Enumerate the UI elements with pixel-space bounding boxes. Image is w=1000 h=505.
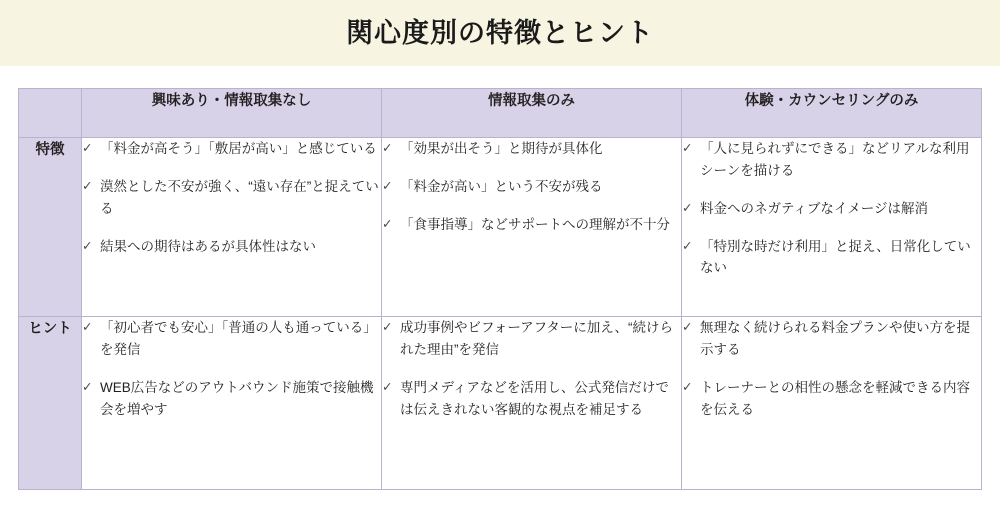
list-item-text: 「料金が高い」という不安が残る — [400, 178, 603, 194]
bullet-list — [382, 138, 681, 236]
list-item — [682, 236, 981, 280]
check-icon: ✓ — [82, 238, 93, 253]
list-item-text: 「食事指導」などサポートへの理解が不十分 — [400, 216, 670, 232]
check-icon: ✓ — [382, 178, 393, 193]
comparison-table — [18, 88, 982, 490]
list-item-text: 「料金が高そう」「敷居が高い」と感じている — [100, 141, 377, 156]
list-item — [682, 377, 981, 421]
list-item-text: 専門メディアなどを活用し、公式発信だけでは伝えきれない客観的な視点を補足する — [400, 379, 669, 417]
check-icon: ✓ — [682, 141, 693, 155]
cell-features-col1 — [82, 138, 382, 317]
check-icon: ✓ — [682, 200, 693, 215]
check-icon: ✓ — [382, 320, 393, 334]
list-item-text: 漠然とした不安が強く、“遠い存在”と捉えている — [100, 178, 379, 216]
check-icon: ✓ — [682, 238, 693, 253]
check-icon: ✓ — [382, 141, 393, 155]
list-item — [82, 317, 381, 361]
page-title: 関心度別の特徴とヒント — [346, 18, 654, 48]
check-icon: ✓ — [82, 379, 93, 394]
list-item-text: 「人に見られずにできる」などリアルな利用シーンを描ける — [700, 141, 970, 178]
list-item-text: 成功事例やビフォーアフターに加え、“続けられた理由”を発信 — [400, 320, 674, 357]
column-header-2: 情報取集のみ — [382, 89, 682, 138]
list-item-text: 「特別な時だけ利用」と捉え、日常化していない — [700, 238, 971, 276]
check-icon: ✓ — [382, 379, 393, 394]
cell-hints-col3 — [682, 317, 982, 490]
bullet-list — [82, 138, 381, 257]
list-item-text: 「効果が出そう」と期待が具体化 — [400, 141, 603, 156]
list-item-text: 「初心者でも安心」「普通の人も通っている」を発信 — [100, 320, 377, 357]
list-item — [382, 317, 681, 361]
list-item — [382, 138, 681, 160]
column-header-3: 体験・カウンセリングのみ — [682, 89, 982, 138]
table-row — [19, 138, 982, 317]
list-item — [82, 377, 381, 421]
list-item-text: WEB広告などのアウトバウンド施策で接触機会を増やす — [100, 379, 374, 417]
list-item — [82, 176, 381, 220]
list-item — [382, 377, 681, 421]
check-icon: ✓ — [682, 320, 693, 334]
column-header-1: 興味あり・情報取集なし — [82, 89, 382, 138]
list-item — [682, 317, 981, 361]
bullet-list — [382, 317, 681, 420]
list-item-text: 結果への期待はあるが具体性はない — [100, 238, 316, 254]
check-icon: ✓ — [82, 178, 93, 193]
table-header-row — [19, 89, 982, 138]
table-row — [19, 317, 982, 490]
list-item — [82, 138, 381, 160]
row-label-features: 特徴 — [19, 138, 82, 317]
list-item-text: トレーナーとの相性の懸念を軽減できる内容を伝える — [700, 379, 970, 417]
cell-features-col3 — [682, 138, 982, 317]
list-item — [682, 198, 981, 220]
list-item — [382, 176, 681, 198]
row-label-hints: ヒント — [19, 317, 82, 490]
check-icon: ✓ — [682, 379, 693, 394]
list-item — [682, 138, 981, 182]
bullet-list — [82, 317, 381, 420]
list-item-text: 料金へのネガティブなイメージは解消 — [700, 200, 929, 216]
table-corner-cell — [19, 89, 82, 138]
list-item — [82, 236, 381, 258]
cell-hints-col2 — [382, 317, 682, 490]
bullet-list — [682, 317, 981, 420]
cell-features-col2 — [382, 138, 682, 317]
cell-hints-col1 — [82, 317, 382, 490]
check-icon: ✓ — [82, 320, 93, 334]
check-icon: ✓ — [382, 216, 393, 231]
list-item-text: 無理なく続けられる料金プランや使い方を提示する — [700, 320, 970, 357]
bullet-list — [682, 138, 981, 279]
check-icon: ✓ — [82, 141, 93, 155]
list-item — [382, 214, 681, 236]
